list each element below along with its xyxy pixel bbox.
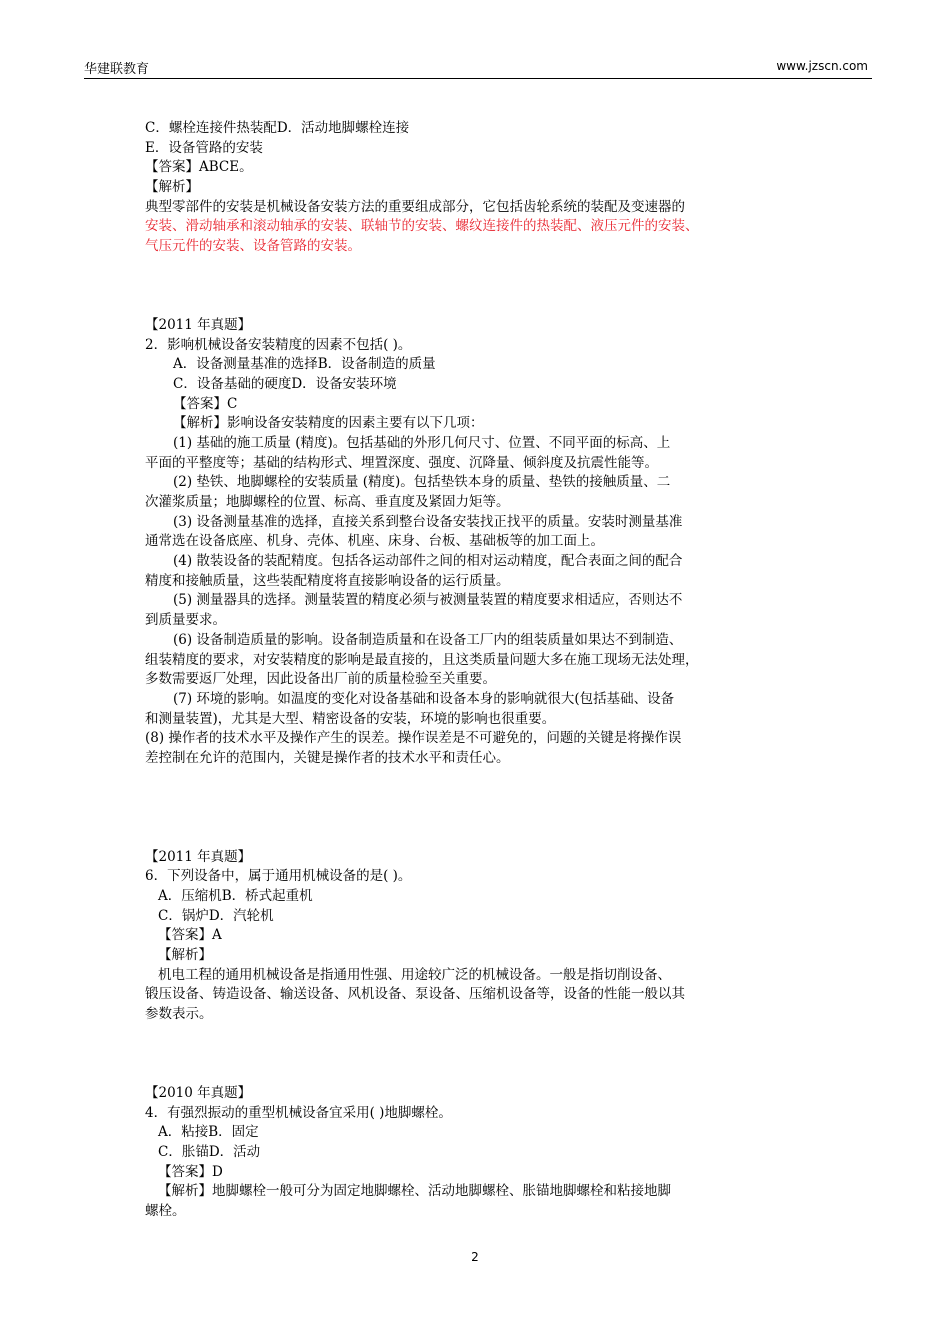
answer-line: 【答案】C: [173, 395, 238, 412]
analysis-line: 锻压设备、铸造设备、输送设备、风机设备、泵设备、压缩机设备等，设备的性能一般以其: [145, 986, 685, 1003]
analysis-line: 螺栓。: [145, 1202, 186, 1219]
analysis-line: 典型零部件的安装是机械设备安装方法的重要组成部分，它包括齿轮系统的装配及变速器的: [145, 198, 685, 215]
answer-line: 【答案】A: [158, 927, 222, 944]
analysis-item: 通常选在设备底座、机身、壳体、机座、床身、台板、基础板等的加工面上。: [145, 533, 604, 550]
analysis-line: 机电工程的通用机械设备是指通用性强、用途较广泛的机械设备。一般是指切削设备、: [158, 966, 671, 983]
question-2: [145, 316, 765, 769]
analysis-heading: 【解析】: [145, 179, 199, 196]
block1: [145, 119, 765, 257]
question-text: 2．影响机械设备安装精度的因素不包括( )。: [145, 336, 412, 353]
question-text: 4．有强烈振动的重型机械设备宜采用( )地脚螺栓。: [145, 1104, 452, 1121]
question-text: 6．下列设备中，属于通用机械设备的是( )。: [145, 868, 412, 885]
analysis-item: 到质量要求。: [145, 612, 226, 629]
option-line: A．粘接B．固定: [158, 1124, 259, 1141]
analysis-item: (2) 垫铁、地脚螺栓的安装质量 (精度)。包括垫铁本身的质量、垫铁的接触质量、二: [173, 474, 671, 491]
analysis-item: (6) 设备制造质量的影响。设备制造质量和在设备工厂内的组装质量如果达不到制造、: [173, 631, 683, 648]
analysis-item: 组装精度的要求，对安装精度的影响是最直接的，且这类质量问题大多在施工现场无法处理，: [145, 651, 699, 668]
option-line: C．螺栓连接件热装配D．活动地脚螺栓连接: [145, 120, 410, 136]
analysis-item: 多数需要返厂处理，因此设备出厂前的质量检验至关重要。: [145, 671, 496, 688]
analysis-item: (3) 设备测量基准的选择，直接关系到整台设备安装找正找平的质量。安装时测量基准: [173, 513, 683, 530]
question-tag: 【2010 年真题】: [145, 1084, 252, 1101]
header-url: www.jzscn.com: [776, 59, 868, 73]
option-line: C．锅炉D．汽轮机: [158, 907, 274, 924]
header-org-name: 华建联教育: [84, 62, 150, 77]
option-line: E．设备管路的安装: [145, 139, 263, 156]
analysis-item: 次灌浆质量；地脚螺栓的位置、标高、垂直度及紧固力矩等。: [145, 494, 510, 510]
analysis-item: 和测量装置)，尤其是大型、精密设备的安装，环境的影响也很重要。: [145, 710, 556, 727]
option-line: C．设备基础的硬度D．设备安装环境: [173, 375, 397, 392]
analysis-heading: 【解析】: [158, 947, 212, 964]
highlighted-analysis-line: 安装、滑动轴承和滚动轴承的安装、联轴节的安装、螺纹连接件的热装配、液压元件的安装、: [145, 218, 699, 235]
page-number: 2: [471, 1250, 479, 1264]
question-tag: 【2011 年真题】: [145, 848, 252, 865]
analysis-item: (1) 基础的施工质量 (精度)。包括基础的外形几何尺寸、位置、不同平面的标高、上: [173, 434, 671, 451]
highlighted-analysis-line: 气压元件的安装、设备管路的安装。: [145, 238, 361, 255]
analysis-item: 差控制在允许的范围内，关键是操作者的技术水平和责任心。: [145, 749, 510, 766]
option-line: C．胀锚D．活动: [158, 1143, 261, 1160]
analysis-item: 精度和接触质量，这些装配精度将直接影响设备的运行质量。: [145, 572, 510, 589]
analysis-item: (8) 操作者的技术水平及操作产生的误差。操作误差是不可避免的，问题的关键是将操作误: [145, 730, 682, 747]
answer-line: 【答案】ABCE。: [145, 159, 253, 176]
answer-line: 【答案】D: [158, 1163, 223, 1180]
option-line: A．压缩机B．桥式起重机: [158, 888, 313, 904]
analysis-item: (4) 散装设备的装配精度。包括各运动部件之间的相对运动精度，配合表面之间的配合: [173, 553, 683, 570]
option-line: A．设备测量基准的选择B．设备制造的质量: [173, 356, 436, 373]
analysis-item: 平面的平整度等；基础的结构形式、埋置深度、强度、沉降量、倾斜度及抗震性能等。: [145, 454, 658, 471]
analysis-line: 【解析】地脚螺栓一般可分为固定地脚螺栓、活动地脚螺栓、胀锚地脚螺栓和粘接地脚: [158, 1183, 671, 1200]
page-header: [84, 58, 872, 79]
analysis-item: (5) 测量器具的选择。测量装置的精度必须与被测量装置的精度要求相适应，否则达不: [173, 592, 683, 609]
question-4: [145, 1084, 765, 1222]
analysis-line: 参数表示。: [145, 1006, 213, 1023]
question-tag: 【2011 年真题】: [145, 316, 252, 333]
question-6: [145, 848, 765, 1025]
document-body: [145, 119, 765, 1222]
analysis-heading: 【解析】影响设备安装精度的因素主要有以下几项：: [173, 415, 484, 432]
analysis-item: (7) 环境的影响。如温度的变化对设备基础和设备本身的影响就很大(包括基础、设备: [173, 690, 675, 707]
